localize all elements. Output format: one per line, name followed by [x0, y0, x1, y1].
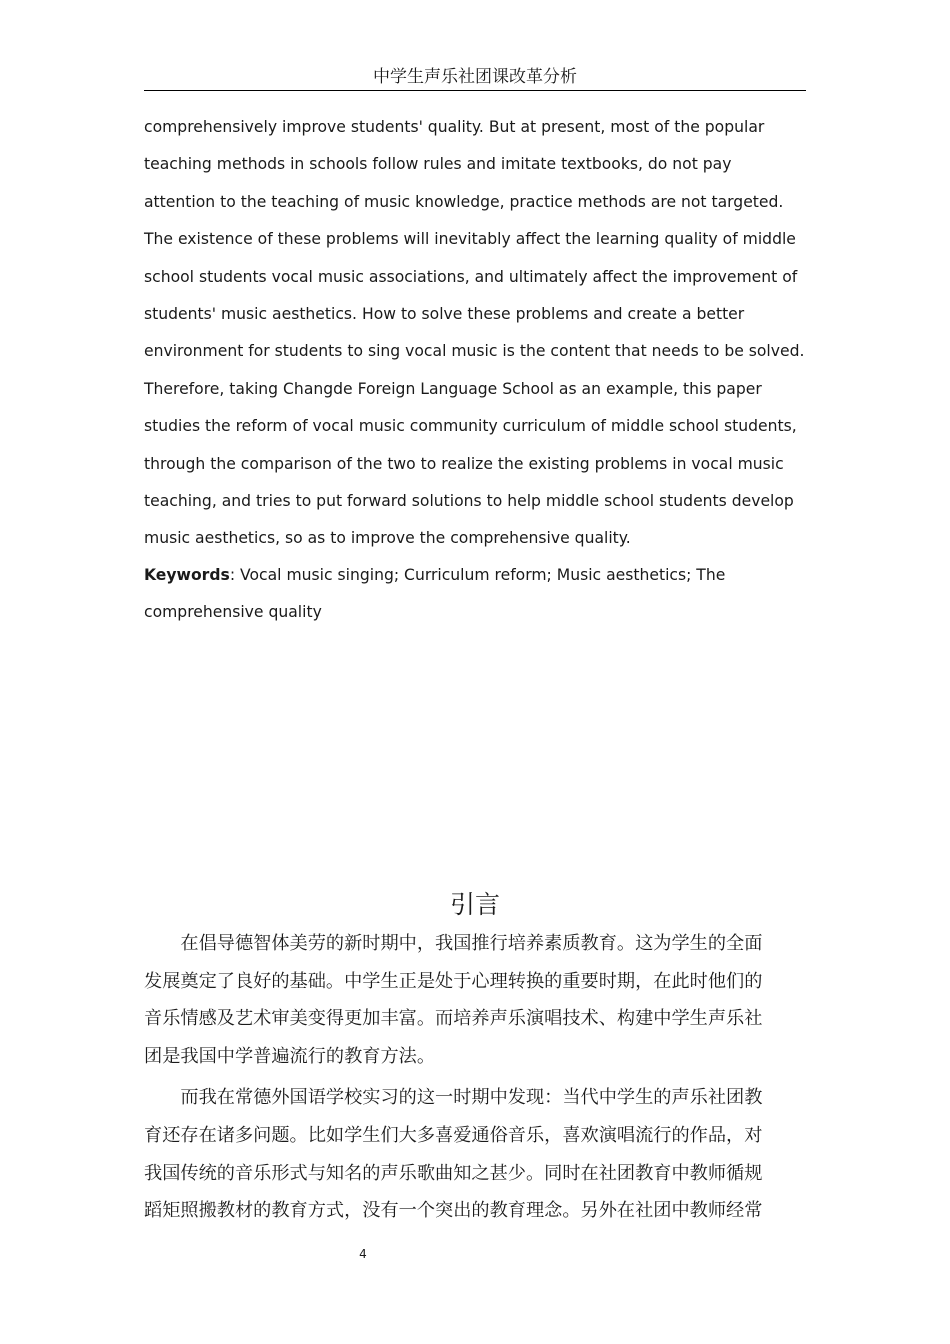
keywords-label: Keywords	[144, 566, 230, 584]
abstract-line: Therefore, taking Changde Foreign Language School as an example, this paper	[144, 379, 762, 398]
body-line: 发展奠定了良好的基础。中学生正是处于心理转换的重要时期，在此时他们的	[144, 970, 763, 992]
keywords-line-continued: comprehensive quality	[144, 603, 322, 622]
running-header-title: 中学生声乐社团课改革分析	[373, 67, 577, 87]
body-line: 而我在常德外国语学校实习的这一时期中发现：当代中学生的声乐社团教	[144, 1087, 763, 1109]
abstract-text	[144, 109, 809, 558]
running-header	[144, 64, 806, 91]
introduction-body	[144, 925, 809, 1230]
keywords-line	[144, 557, 809, 594]
abstract-line: attention to the teaching of music knowledge, practice methods are not targeted.	[144, 192, 784, 211]
abstract-line: school students vocal music associations, and ultimately affect the improvement of	[144, 267, 798, 286]
abstract-line: The existence of these problems will inevitably affect the learning quality of middle	[144, 230, 796, 249]
abstract-line: through the comparison of the two to realize the existing problems in vocal music	[144, 454, 784, 473]
abstract-line: comprehensively improve students' quality. But at present, most of the popular	[144, 118, 765, 136]
body-line: 音乐情感及艺术审美变得更加丰富。而培养声乐演唱技术、构建中学生声乐社	[144, 1008, 763, 1030]
abstract-line: environment for students to sing vocal music is the content that needs to be solved.	[144, 342, 805, 361]
abstract-line: music aesthetics, so as to improve the comprehensive quality.	[144, 529, 631, 548]
abstract-line: teaching, and tries to put forward solutions to help middle school students develop	[144, 492, 794, 511]
abstract-line: students' music aesthetics. How to solve these problems and create a better	[144, 305, 745, 324]
body-line: 团是我国中学普遍流行的教育方法。	[144, 1045, 436, 1067]
keywords	[144, 557, 809, 632]
section-title: 引言	[449, 890, 500, 919]
abstract-line: teaching methods in schools follow rules and imitate textbooks, do not pay	[144, 155, 732, 174]
page-number: 4	[359, 1247, 367, 1261]
abstract-line: studies the reform of vocal music community curriculum of middle school students,	[144, 417, 797, 436]
keywords-list: : Vocal music singing; Curriculum reform; Music aesthetics; The	[229, 566, 726, 584]
body-line: 蹈矩照搬教材的教育方式，没有一个突出的教育理念。另外在社团中教师经常	[144, 1200, 763, 1222]
body-line: 在倡导德智体美劳的新时期中，我国推行培养素质教育。这为学生的全面	[144, 933, 763, 954]
body-line: 育还存在诸多问题。比如学生们大多喜爱通俗音乐，喜欢演唱流行的作品，对	[144, 1124, 763, 1146]
body-line: 我国传统的音乐形式与知名的声乐歌曲知之甚少。同时在社团教育中教师循规	[144, 1162, 763, 1184]
